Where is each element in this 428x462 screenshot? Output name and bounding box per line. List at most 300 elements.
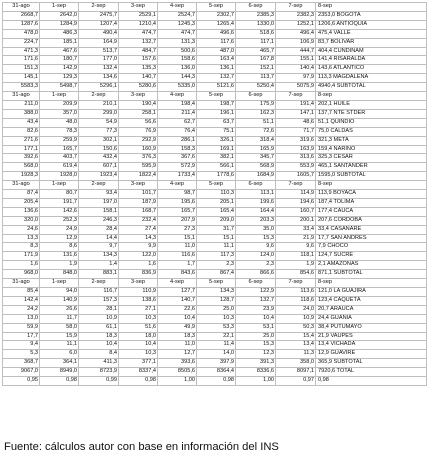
date-header-cell: 7-sep (276, 3, 316, 12)
table-cell: 11,7 (40, 314, 79, 323)
table-row (3, 100, 427, 109)
table-cell: 486,3 (40, 29, 79, 38)
table-cell: 106,9 (276, 38, 316, 47)
table-cell: 397,9 (197, 359, 236, 368)
table-cell: 122,9 (236, 288, 276, 297)
table-cell: 171,9 (3, 252, 40, 261)
table-cell: 382,1 (197, 154, 236, 163)
table-cell: 124,0 (236, 252, 276, 261)
table-cell: 5,3 (3, 350, 40, 359)
date-header-row (3, 3, 427, 12)
table-cell: 2382,3 (276, 11, 316, 20)
table-cell: 321,3 META (316, 136, 427, 145)
table-cell: 8097,1 (276, 368, 316, 377)
table-cell: 271,6 (3, 136, 40, 145)
table-cell: 411,3 (79, 359, 119, 368)
table-cell: 118,6 (276, 296, 316, 305)
table-cell: 11,0 (158, 341, 197, 350)
table-cell: 376,3 (119, 154, 158, 163)
table-cell: 58,0 (40, 323, 79, 332)
date-header-cell: 3-sep (119, 3, 158, 12)
table-cell: 12,9 GUAVIRE (316, 350, 427, 359)
date-header-cell: 6-sep (236, 279, 276, 288)
table-cell: 164,4 (236, 207, 276, 216)
table-cell: 12,7 (158, 350, 197, 359)
table-cell: 391,3 (236, 359, 276, 368)
table-cell: 18,3 (158, 332, 197, 341)
table-cell: 1,9 (276, 261, 316, 270)
table-cell: 1733,4 (158, 172, 197, 181)
table-row (3, 190, 427, 199)
table-row (3, 145, 427, 154)
table-cell: 51,1 (236, 118, 276, 127)
table-cell: 10,3 (119, 350, 158, 359)
table-cell: 117,1 (236, 38, 276, 47)
table-cell: 0,95 (3, 377, 40, 386)
table-cell: 9,6 (236, 243, 276, 252)
table-cell: 124,7 SUCRE (316, 252, 427, 261)
table-cell: 190,4 (119, 100, 158, 109)
table-cell: 367,6 (158, 154, 197, 163)
table-cell: 568,9 (236, 163, 276, 172)
table-cell: 185,1 (40, 38, 79, 47)
table-cell: 8,3 (3, 243, 40, 252)
table-cell: 127,7 (158, 288, 197, 297)
table-cell: 10,9 (276, 314, 316, 323)
table-cell: 77,3 (79, 127, 119, 136)
table-cell: 8337,4 (119, 368, 158, 377)
table-cell: 195,6 (158, 198, 197, 207)
table-cell: 572,9 (158, 163, 197, 172)
table-cell: 152,1 (236, 65, 276, 74)
table-cell: 9,7 (79, 243, 119, 252)
table-cell: 210,1 (79, 100, 119, 109)
table-cell: 13,0 (3, 314, 40, 323)
table-cell: 114,9 (276, 190, 316, 199)
table-cell: 205,1 (197, 198, 236, 207)
table-row (3, 29, 427, 38)
table-cell: 10,9 (79, 314, 119, 323)
table-cell: 4940,4 SUBTOTAL (316, 83, 427, 92)
table-cell: 403,7 (40, 154, 79, 163)
table-cell: 0,98 (119, 377, 158, 386)
table-cell: 150,6 (79, 145, 119, 154)
date-header-cell: 6-sep (236, 3, 276, 12)
table-cell: 478,0 (3, 29, 40, 38)
table-cell: 87,4 (3, 190, 40, 199)
table-cell: 157,6 (119, 56, 158, 65)
table-cell: 207,9 (158, 216, 197, 225)
table-cell: 17,7 SAN ANDRÉS (316, 234, 427, 243)
table-cell: 1778,6 (197, 172, 236, 181)
table-cell: 8505,6 (158, 368, 197, 377)
table-cell: 76,9 (119, 127, 158, 136)
table-cell: 143,6 ATLÁNTICO (316, 65, 427, 74)
table-cell: 113,1 (236, 190, 276, 199)
table-cell: 8723,9 (79, 368, 119, 377)
table-row (3, 198, 427, 207)
table-cell: 27,4 (119, 225, 158, 234)
source-caption: Fuente: cálculos autor con base en información del INS (4, 441, 279, 453)
table-cell: 110,9 (119, 288, 158, 297)
table-cell: 259,9 (40, 136, 79, 145)
table-cell: 1245,3 (158, 20, 197, 29)
date-header-cell: 4-sep (158, 92, 197, 101)
date-header-cell: 2-sep (79, 3, 119, 12)
table-row (3, 323, 427, 332)
table-cell: 319,6 (276, 136, 316, 145)
table-row (3, 154, 427, 163)
table-cell: 209,9 (40, 100, 79, 109)
table-cell: 1206,6 ANTIOQUIA (316, 20, 427, 29)
table-cell: 23,9 (236, 305, 276, 314)
table-cell: 325,3 CESAR (316, 154, 427, 163)
table-cell: 160,9 (119, 145, 158, 154)
table-cell: 48,6 (276, 118, 316, 127)
table-cell: 10,4 (236, 314, 276, 323)
table-cell: 2524,7 (158, 11, 197, 20)
table-cell: 177,4 CAUCA (316, 207, 427, 216)
table-cell: 11,1 (197, 243, 236, 252)
table-cell: 8,4 (79, 350, 119, 359)
table-cell: 165,4 (197, 207, 236, 216)
table-cell: 141,4 RISARALDA (316, 56, 427, 65)
table-cell: 203,3 (236, 216, 276, 225)
table-cell: 113,7 (236, 74, 276, 83)
table-cell: 1,4 (79, 261, 119, 270)
table-row (3, 65, 427, 74)
table-cell: 0,98 (197, 377, 236, 386)
table-cell: 474,7 (119, 29, 158, 38)
table-cell: 140,7 (158, 296, 197, 305)
table-cell: 71,7 (276, 127, 316, 136)
table-cell: 5335,0 (158, 83, 197, 92)
table-row (3, 305, 427, 314)
table-cell: 200,1 (276, 216, 316, 225)
table-cell: 117,3 (197, 252, 236, 261)
table-cell: 142,4 (3, 296, 40, 305)
table-row (3, 359, 427, 368)
table-cell: 404,4 CUNDINAM (316, 47, 427, 56)
table-cell: 198,4 (158, 100, 197, 109)
table-cell: 59,9 (3, 323, 40, 332)
table-cell: 7,9 CHOCÓ (316, 243, 427, 252)
table-cell: 18,3 (79, 332, 119, 341)
table-cell: 871,1 SUBTOTAL (316, 270, 427, 279)
table-cell: 33,4 (276, 225, 316, 234)
table-cell: 53,1 (236, 323, 276, 332)
table-cell: 51,1 QUINDÍO (316, 118, 427, 127)
table-row (3, 270, 427, 279)
table-cell: 140,9 (40, 296, 79, 305)
table-cell: 15,3 (236, 341, 276, 350)
table-cell: 43,4 (3, 118, 40, 127)
table-cell: 465,1 SANTANDER (316, 163, 427, 172)
table-cell: 121,0 LA GUAJIRA (316, 288, 427, 297)
date-header-cell: 6-sep (236, 181, 276, 190)
table-cell: 140,7 (119, 74, 158, 83)
table-cell: 110,3 (197, 190, 236, 199)
date-header-cell: 31-ago (3, 92, 40, 101)
table-cell: 35,0 (236, 225, 276, 234)
table-cell: 21,9 VAUPÉS (316, 332, 427, 341)
table-cell: 83,7 BOLÍVAR (316, 38, 427, 47)
table-cell: 72,6 (236, 127, 276, 136)
table-cell: 145,1 (3, 74, 40, 83)
table-cell: 1928,0 (40, 172, 79, 181)
table-cell: 1605,7 (276, 172, 316, 181)
table-cell: 6,0 (40, 350, 79, 359)
table-cell: 163,9 (276, 145, 316, 154)
table-cell: 162,3 (236, 109, 276, 118)
table-cell: 1,00 (236, 377, 276, 386)
table-cell: 368,7 (3, 359, 40, 368)
table-row (3, 314, 427, 323)
date-header-cell: 4-sep (158, 279, 197, 288)
date-header-cell: 6-sep (236, 92, 276, 101)
date-header-cell: 5-sep (197, 3, 236, 12)
table-cell: 326,1 (197, 136, 236, 145)
table-cell: 595,9 (119, 163, 158, 172)
table-cell: 619,4 (40, 163, 79, 172)
table-cell: 258,1 (119, 109, 158, 118)
table-cell: 138,6 (119, 296, 158, 305)
date-header-row (3, 92, 427, 101)
table-cell: 358,0 (276, 359, 316, 368)
table-cell: 444,7 (276, 47, 316, 56)
table-cell: 93,4 (79, 190, 119, 199)
table-cell: 113,3 MAGDALENA (316, 74, 427, 83)
table-cell: 136,1 (197, 65, 236, 74)
date-header-cell: 8-sep (316, 279, 427, 288)
date-header-cell: 2-sep (79, 181, 119, 190)
table-row (3, 368, 427, 377)
table-cell: 377,1 (119, 359, 158, 368)
table-cell: 388,0 (3, 109, 40, 118)
table-cell: 246,3 (79, 216, 119, 225)
table-row (3, 288, 427, 297)
table-cell: 167,8 (236, 56, 276, 65)
table-cell: 122,0 (119, 252, 158, 261)
table-cell: 207,6 CÓRDOBA (316, 216, 427, 225)
table-row (3, 83, 427, 92)
table-cell: 191,4 (276, 100, 316, 109)
date-header-cell: 7-sep (276, 92, 316, 101)
table-row (3, 47, 427, 56)
table-cell: 211,0 (3, 100, 40, 109)
table-cell: 211,4 (158, 109, 197, 118)
table-cell: 131,3 (158, 38, 197, 47)
table-cell: 22,1 (197, 332, 236, 341)
table-cell: 0,98 (40, 377, 79, 386)
date-header-cell: 4-sep (158, 3, 197, 12)
table-cell: 50,3 (276, 323, 316, 332)
table-cell: 2385,3 (236, 11, 276, 20)
table-cell: 1595,0 SUBTOTAL (316, 172, 427, 181)
table-cell: 62,7 (158, 118, 197, 127)
date-header-cell: 1-sep (40, 279, 79, 288)
table-row (3, 109, 427, 118)
table-cell: 487,0 (197, 47, 236, 56)
table-cell: 177,1 (3, 145, 40, 154)
table-cell: 848,0 (40, 270, 79, 279)
table-cell: 134,3 (79, 252, 119, 261)
table-cell: 5075,9 (276, 83, 316, 92)
table-cell: 164,9 (79, 38, 119, 47)
table-cell: 0,99 (79, 377, 119, 386)
table-cell: 158,3 (158, 145, 197, 154)
table-cell: 8949,0 (40, 368, 79, 377)
table-cell: 94,0 (40, 288, 79, 297)
table-cell: 171,6 (3, 56, 40, 65)
table-cell: 1265,4 (197, 20, 236, 29)
table-cell: 113,9 BOYACÁ (316, 190, 427, 199)
table-cell: 187,4 TOLIMA (316, 198, 427, 207)
table-cell: 198,7 (197, 100, 236, 109)
table-cell: 393,6 (158, 359, 197, 368)
table-cell: 232,4 (119, 216, 158, 225)
date-header-cell: 3-sep (119, 279, 158, 288)
date-header-cell: 5-sep (197, 181, 236, 190)
table-cell: 10,3 (197, 314, 236, 323)
table-cell: 199,6 (236, 198, 276, 207)
table-cell: 7920,6 TOTAL (316, 368, 427, 377)
table-cell: 9,6 (276, 243, 316, 252)
table-cell: 20,7 ARAUCA (316, 305, 427, 314)
table-row (3, 136, 427, 145)
table-cell: 175,9 (236, 100, 276, 109)
table-row (3, 225, 427, 234)
table-row (3, 38, 427, 47)
date-header-cell: 8-sep (316, 92, 427, 101)
table-cell: 566,1 (197, 163, 236, 172)
table-cell: 140,4 (276, 65, 316, 74)
table-cell: 24,6 (3, 225, 40, 234)
table-cell: 2,3 (197, 261, 236, 270)
table-cell: 128,7 (197, 296, 236, 305)
table-cell: 15,1 (197, 234, 236, 243)
table-cell: 129,3 (40, 74, 79, 83)
table-cell: 513,7 (79, 47, 119, 56)
table-cell: 10,4 (79, 341, 119, 350)
table-cell: 0,98 (316, 377, 427, 386)
table-cell: 467,6 (40, 47, 79, 56)
date-header-cell: 2-sep (79, 92, 119, 101)
table-cell: 313,6 (276, 154, 316, 163)
date-header-cell: 1-sep (40, 3, 79, 12)
table-cell: 53,3 (197, 323, 236, 332)
table-cell: 320,0 (3, 216, 40, 225)
table-cell: 465,7 (236, 47, 276, 56)
table-cell: 1207,4 (79, 20, 119, 29)
table-cell: 24,2 (3, 305, 40, 314)
table-cell: 80,7 (40, 190, 79, 199)
table-cell: 27,3 (158, 225, 197, 234)
table-cell: 61,1 (79, 323, 119, 332)
table-row (3, 11, 427, 20)
table-row (3, 252, 427, 261)
table-cell: 518,6 (236, 29, 276, 38)
table-cell: 496,4 (276, 29, 316, 38)
table-cell: 169,1 (197, 145, 236, 154)
table-cell: 318,4 (236, 136, 276, 145)
table-cell: 132,7 (197, 74, 236, 83)
table-cell: 132,7 (119, 38, 158, 47)
table-cell: 432,4 (79, 154, 119, 163)
table-row (3, 172, 427, 181)
table-row (3, 207, 427, 216)
table-cell: 118,1 (276, 252, 316, 261)
table-cell: 116,7 (79, 288, 119, 297)
table-cell: 490,4 (79, 29, 119, 38)
table-cell: 135,3 (119, 65, 158, 74)
table-row (3, 377, 427, 386)
table-row (3, 296, 427, 305)
date-header-cell: 5-sep (197, 92, 236, 101)
table-cell: 9,4 (3, 341, 40, 350)
table-cell: 160,7 (276, 207, 316, 216)
table-cell: 2668,7 (3, 11, 40, 20)
table-cell: 5250,4 (236, 83, 276, 92)
table-cell: 854,6 (276, 270, 316, 279)
table-cell: 151,3 (3, 65, 40, 74)
table-cell: 116,6 (158, 252, 197, 261)
table-cell: 2642,0 (40, 11, 79, 20)
table-cell: 63,7 (197, 118, 236, 127)
table-cell: 1822,4 (119, 172, 158, 181)
table-cell: 8336,6 (236, 368, 276, 377)
table-cell: 14,0 (197, 350, 236, 359)
table-cell: 14,4 (79, 234, 119, 243)
table-cell: 471,3 (3, 47, 40, 56)
spreadsheet-table (2, 2, 427, 386)
table-cell: 1923,4 (79, 172, 119, 181)
table-cell: 75,1 (197, 127, 236, 136)
table-cell: 54,9 (79, 118, 119, 127)
table-row (3, 20, 427, 29)
table-cell: 11,4 (197, 341, 236, 350)
table-cell: 1928,3 (3, 172, 40, 181)
table-cell: 28,1 (79, 305, 119, 314)
table-cell: 15,1 (158, 234, 197, 243)
table-cell: 2475,7 (79, 11, 119, 20)
table-cell: 2353,0 BOGOTÁ (316, 11, 427, 20)
table-cell: 5280,6 (119, 83, 158, 92)
table-cell: 10,4 (158, 314, 197, 323)
date-header-cell: 1-sep (40, 92, 79, 101)
table-cell: 97,9 (276, 74, 316, 83)
table-cell: 180,7 (40, 56, 79, 65)
table-cell: 2302,7 (197, 11, 236, 20)
table-cell: 132,7 (236, 296, 276, 305)
table-cell: 8364,4 (197, 368, 236, 377)
table-row (3, 350, 427, 359)
table-cell: 38,4 PUTUMAYO (316, 323, 427, 332)
table-cell: 12,9 (40, 234, 79, 243)
table-cell: 165,9 (236, 145, 276, 154)
table-cell: 136,6 (3, 207, 40, 216)
table-cell: 113,6 (276, 288, 316, 297)
table-cell: 12,3 (236, 350, 276, 359)
table-row (3, 127, 427, 136)
table-cell: 56,6 (119, 118, 158, 127)
table-cell: 25,0 (236, 332, 276, 341)
table-cell: 48,0 (40, 118, 79, 127)
table-cell: 302,1 (79, 136, 119, 145)
date-header-cell: 8-sep (316, 3, 427, 12)
table-cell: 165,7 (40, 145, 79, 154)
table-cell: 14,3 (119, 234, 158, 243)
